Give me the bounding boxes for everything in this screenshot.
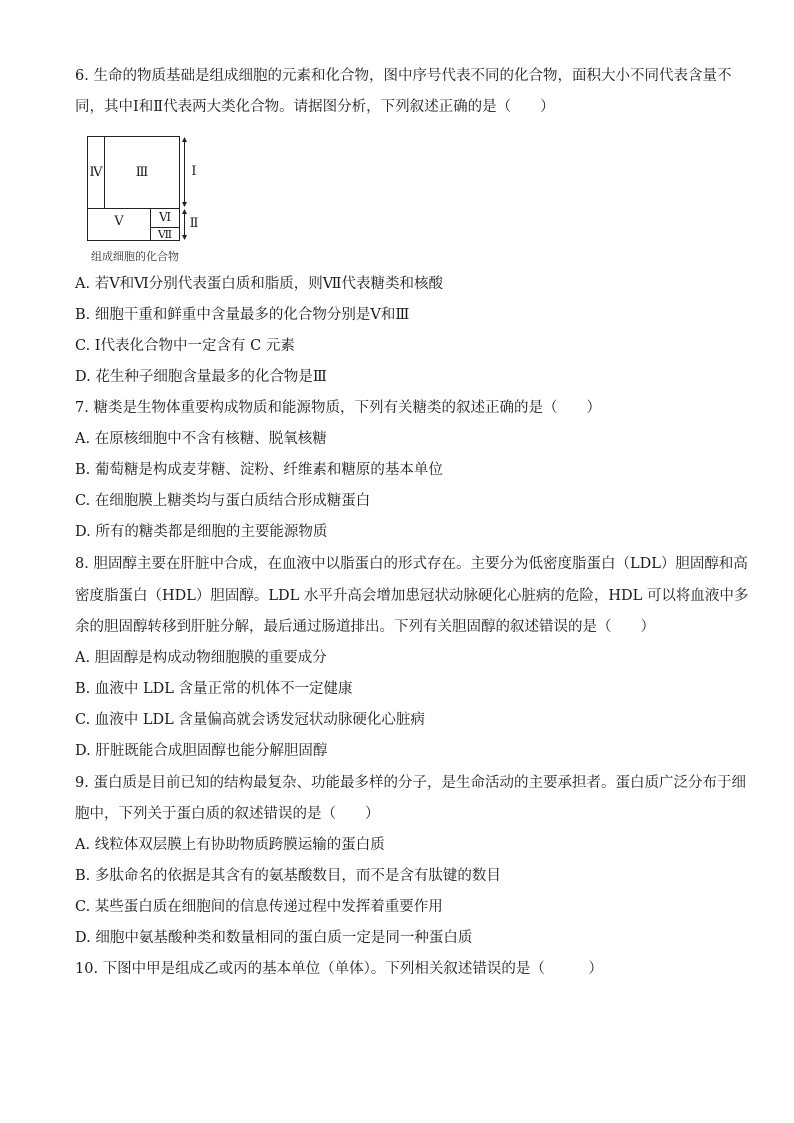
q7-option-c: C. 在细胞膜上糖类均与蛋白质结合形成糖蛋白 bbox=[75, 493, 371, 509]
q8-stem-line-3: 余的胆固醇转移到肝脏分解，最后通过肠道排出。下列有关胆固醇的叙述错误的是（ ） bbox=[75, 619, 655, 635]
q6-option-d: D. 花生种子细胞含量最多的化合物是Ⅲ bbox=[75, 369, 327, 385]
cell-VII-label: Ⅶ bbox=[157, 229, 173, 241]
compound-area-diagram bbox=[87, 136, 199, 266]
q8-stem-line-1: 8. 胆固醇主要在肝脏中合成，在血液中以脂蛋白的形式存在。主要分为低密度脂蛋白（LDL）胆固醇和高 bbox=[75, 556, 748, 572]
q9-stem-line-1: 9. 蛋白质是目前已知的结构最复杂、功能最多样的分子，是生命活动的主要承担者。蛋白质广泛分布于细 bbox=[75, 775, 746, 791]
q9-option-d: D. 细胞中氨基酸种类和数量相同的蛋白质一定是同一种蛋白质 bbox=[75, 930, 473, 946]
q8-option-c: C. 血液中 LDL 含量偏高就会诱发冠状动脉硬化心脏病 bbox=[75, 712, 425, 728]
q7-option-a: A. 在原核细胞中不含有核糖、脱氧核糖 bbox=[75, 431, 327, 447]
q6-stem-line-1: 6. 生命的物质基础是组成细胞的元素和化合物，图中序号代表不同的化合物，面积大小不同代表含量不 bbox=[75, 68, 732, 84]
q8-option-b: B. 血液中 LDL 含量正常的机体不一定健康 bbox=[75, 681, 353, 697]
q7-option-b: B. 葡萄糖是构成麦芽糖、淀粉、纤维素和糖原的基本单位 bbox=[75, 462, 443, 478]
q7-stem-line-1: 7. 糖类是生物体重要构成物质和能源物质，下列有关糖类的叙述正确的是（ ） bbox=[75, 400, 601, 416]
q9-option-b: B. 多肽命名的依据是其含有的氨基酸数目，而不是含有肽键的数目 bbox=[75, 868, 501, 884]
q10-stem-line-1: 10. 下图中甲是组成乙或丙的基本单位（单体）。下列相关叙述错误的是（ ） bbox=[75, 961, 603, 977]
q9-option-a: A. 线粒体双层膜上有协助物质跨膜运输的蛋白质 bbox=[75, 837, 385, 853]
q8-option-d: D. 肝脏既能合成胆固醇也能分解胆固醇 bbox=[75, 743, 328, 759]
brace-I-label: Ⅰ bbox=[191, 163, 197, 178]
q7-option-d: D. 所有的糖类都是细胞的主要能源物质 bbox=[75, 524, 328, 540]
q6-option-b: B. 细胞干重和鲜重中含量最多的化合物分别是Ⅴ和Ⅲ bbox=[75, 307, 410, 323]
cell-VI-label: Ⅵ bbox=[158, 210, 172, 224]
q9-stem-line-2: 胞中，下列关于蛋白质的叙述错误的是（ ） bbox=[75, 806, 380, 822]
q9-option-c: C. 某些蛋白质在细胞间的信息传递过程中发挥着重要作用 bbox=[75, 899, 443, 915]
figure-caption: 组成细胞的化合物 bbox=[91, 250, 179, 263]
q6-option-a: A. 若Ⅴ和Ⅵ分别代表蛋白质和脂质，则Ⅶ代表糖类和核酸 bbox=[75, 276, 443, 292]
q8-stem-line-2: 密度脂蛋白（HDL）胆固醇。LDL 水平升高会增加患冠状动脉硬化心脏病的危险，HDL 可以将血液中多 bbox=[75, 588, 749, 604]
cell-IV-label: Ⅳ bbox=[89, 164, 103, 179]
q6-option-c: C. Ⅰ代表化合物中一定含有 C 元素 bbox=[75, 338, 295, 354]
q6-stem-line-2: 同，其中Ⅰ和Ⅱ代表两大类化合物。请据图分析，下列叙述正确的是（ ） bbox=[75, 99, 555, 115]
brace-II-label: Ⅱ bbox=[189, 215, 199, 230]
cell-V-label: Ⅴ bbox=[114, 213, 124, 228]
q8-option-a: A. 胆固醇是构成动物细胞膜的重要成分 bbox=[75, 650, 327, 666]
cell-III-label: Ⅲ bbox=[135, 164, 149, 179]
